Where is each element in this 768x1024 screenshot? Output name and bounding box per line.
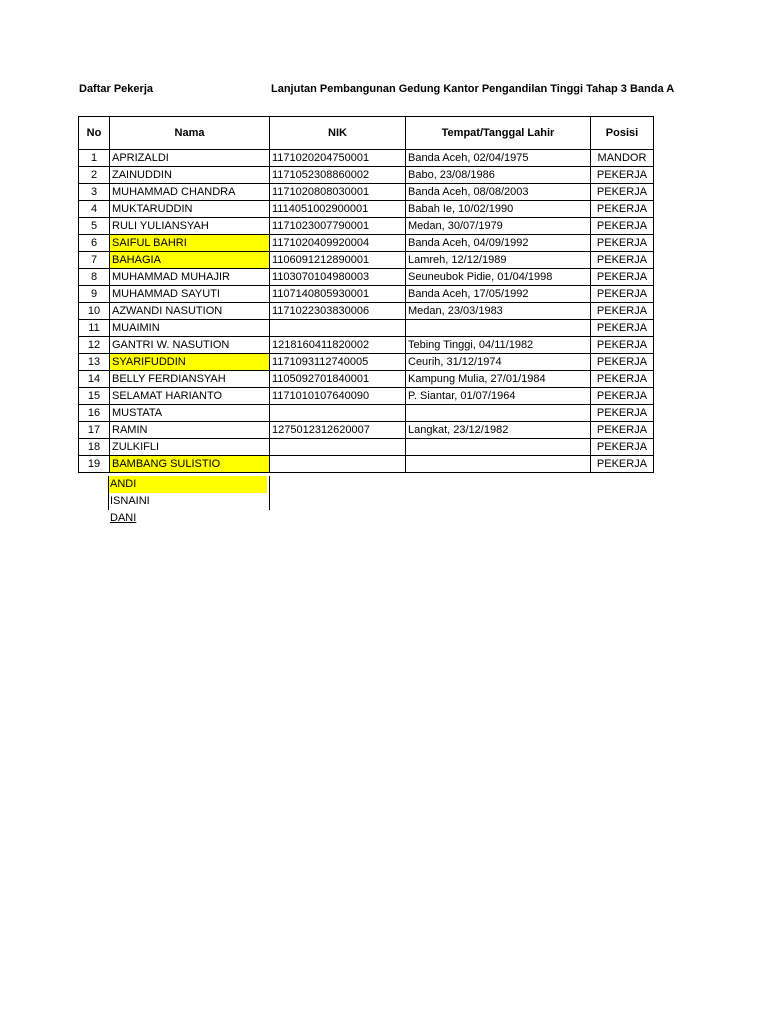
cell-nama[interactable]: BAMBANG SULISTIO xyxy=(110,456,270,473)
cell-nik[interactable]: 1171020409920004 xyxy=(270,235,406,252)
cell-nik[interactable]: 1114051002900001 xyxy=(270,201,406,218)
cell-nama[interactable]: MUKTARUDDIN xyxy=(110,201,270,218)
cell-nama[interactable]: ZAINUDDIN xyxy=(110,167,270,184)
cell-posisi[interactable]: PEKERJA xyxy=(591,269,654,286)
cell-nik[interactable] xyxy=(270,320,406,337)
cell-no[interactable]: 8 xyxy=(79,269,110,286)
cell-nik[interactable]: 1171020808030001 xyxy=(270,184,406,201)
cell-no[interactable]: 2 xyxy=(79,167,110,184)
cell-posisi[interactable]: PEKERJA xyxy=(591,456,654,473)
cell-no[interactable]: 1 xyxy=(79,150,110,167)
cell-ttl[interactable]: Lamreh, 12/12/1989 xyxy=(406,252,591,269)
cell-nik[interactable] xyxy=(270,456,406,473)
cell-nama[interactable]: BELLY FERDIANSYAH xyxy=(110,371,270,388)
cell-posisi[interactable]: PEKERJA xyxy=(591,286,654,303)
cell-no[interactable]: 13 xyxy=(79,354,110,371)
cell-posisi[interactable]: MANDOR xyxy=(591,150,654,167)
cell-posisi[interactable]: PEKERJA xyxy=(591,320,654,337)
cell-nama[interactable]: SYARIFUDDIN xyxy=(110,354,270,371)
cell-ttl[interactable]: Langkat, 23/12/1982 xyxy=(406,422,591,439)
cell-nik[interactable]: 1106091212890001 xyxy=(270,252,406,269)
table-row xyxy=(79,371,654,388)
cell-ttl[interactable]: Banda Aceh, 08/08/2003 xyxy=(406,184,591,201)
cell-nik[interactable]: 1275012312620007 xyxy=(270,422,406,439)
cell-ttl[interactable] xyxy=(406,456,591,473)
extra-left-border xyxy=(108,476,109,510)
cell-posisi[interactable]: PEKERJA xyxy=(591,184,654,201)
cell-nik[interactable]: 1105092701840001 xyxy=(270,371,406,388)
table-row xyxy=(79,167,654,184)
cell-no[interactable]: 15 xyxy=(79,388,110,405)
cell-no[interactable]: 3 xyxy=(79,184,110,201)
cell-nik[interactable]: 1171023007790001 xyxy=(270,218,406,235)
cell-nik[interactable]: 1107140805930001 xyxy=(270,286,406,303)
cell-posisi[interactable]: PEKERJA xyxy=(591,218,654,235)
cell-no[interactable]: 6 xyxy=(79,235,110,252)
table-row xyxy=(79,286,654,303)
cell-no[interactable]: 18 xyxy=(79,439,110,456)
cell-nama[interactable]: ZULKIFLI xyxy=(110,439,270,456)
table-row xyxy=(79,422,654,439)
table-row xyxy=(79,218,654,235)
cell-ttl[interactable]: Ceurih, 31/12/1974 xyxy=(406,354,591,371)
cell-posisi[interactable]: PEKERJA xyxy=(591,337,654,354)
table-header-row xyxy=(79,117,654,150)
cell-no[interactable]: 7 xyxy=(79,252,110,269)
cell-no[interactable]: 19 xyxy=(79,456,110,473)
extra-name-dani[interactable]: DANI xyxy=(110,512,137,524)
cell-nama[interactable]: RAMIN xyxy=(110,422,270,439)
cell-ttl[interactable]: Kampung Mulia, 27/01/1984 xyxy=(406,371,591,388)
column-header-posisi[interactable]: Posisi xyxy=(591,117,654,150)
table-row xyxy=(79,456,654,473)
table-row xyxy=(79,337,654,354)
project-title: Lanjutan Pembangunan Gedung Kantor Pengandilan Tinggi Tahap 3 Banda A xyxy=(271,83,675,95)
cell-ttl[interactable]: Tebing Tinggi, 04/11/1982 xyxy=(406,337,591,354)
table-row xyxy=(79,235,654,252)
cell-nama[interactable]: MUHAMMAD SAYUTI xyxy=(110,286,270,303)
cell-nama[interactable]: BAHAGIA xyxy=(110,252,270,269)
table-row xyxy=(79,303,654,320)
cell-nama[interactable]: MUHAMMAD MUHAJIR xyxy=(110,269,270,286)
table-row xyxy=(79,184,654,201)
cell-no[interactable]: 9 xyxy=(79,286,110,303)
cell-posisi[interactable]: PEKERJA xyxy=(591,303,654,320)
table-row xyxy=(79,252,654,269)
cell-ttl[interactable]: Banda Aceh, 17/05/1992 xyxy=(406,286,591,303)
cell-nik[interactable]: 1103070104980003 xyxy=(270,269,406,286)
table-row xyxy=(79,354,654,371)
cell-posisi[interactable]: PEKERJA xyxy=(591,405,654,422)
cell-ttl[interactable]: P. Siantar, 01/07/1964 xyxy=(406,388,591,405)
table-row xyxy=(79,320,654,337)
cell-nama[interactable]: SAIFUL BAHRI xyxy=(110,235,270,252)
worker-table xyxy=(78,116,654,473)
cell-no[interactable]: 16 xyxy=(79,405,110,422)
cell-nik[interactable] xyxy=(270,405,406,422)
cell-posisi[interactable]: PEKERJA xyxy=(591,201,654,218)
cell-ttl[interactable]: Banda Aceh, 04/09/1992 xyxy=(406,235,591,252)
cell-ttl[interactable]: Medan, 23/03/1983 xyxy=(406,303,591,320)
cell-nik[interactable] xyxy=(270,439,406,456)
cell-posisi[interactable]: PEKERJA xyxy=(591,371,654,388)
cell-nama[interactable]: MUAIMIN xyxy=(110,320,270,337)
cell-ttl[interactable] xyxy=(406,320,591,337)
cell-nama[interactable]: APRIZALDI xyxy=(110,150,270,167)
cell-nik[interactable]: 1171093112740005 xyxy=(270,354,406,371)
cell-nik[interactable]: 1171010107640090 xyxy=(270,388,406,405)
cell-nama[interactable]: MUSTATA xyxy=(110,405,270,422)
cell-posisi[interactable]: PEKERJA xyxy=(591,235,654,252)
cell-posisi[interactable]: PEKERJA xyxy=(591,388,654,405)
column-header-nik[interactable]: NIK xyxy=(270,117,406,150)
column-header-ttl[interactable]: Tempat/Tanggal Lahir xyxy=(406,117,591,150)
table-row xyxy=(79,388,654,405)
table-body xyxy=(79,150,654,473)
cell-nama[interactable]: SELAMAT HARIANTO xyxy=(110,388,270,405)
cell-ttl[interactable]: Banda Aceh, 02/04/1975 xyxy=(406,150,591,167)
cell-posisi[interactable]: PEKERJA xyxy=(591,167,654,184)
extra-right-border xyxy=(269,476,270,510)
cell-no[interactable]: 4 xyxy=(79,201,110,218)
cell-ttl[interactable] xyxy=(406,405,591,422)
cell-posisi[interactable]: PEKERJA xyxy=(591,439,654,456)
cell-no[interactable]: 5 xyxy=(79,218,110,235)
cell-nama[interactable]: MUHAMMAD CHANDRA xyxy=(110,184,270,201)
cell-posisi[interactable]: PEKERJA xyxy=(591,354,654,371)
cell-nik[interactable]: 1171052308860002 xyxy=(270,167,406,184)
cell-no[interactable]: 11 xyxy=(79,320,110,337)
cell-posisi[interactable]: PEKERJA xyxy=(591,422,654,439)
cell-ttl[interactable] xyxy=(406,439,591,456)
cell-nik[interactable]: 1218160411820002 xyxy=(270,337,406,354)
column-header-no[interactable]: No xyxy=(79,117,110,150)
cell-ttl[interactable]: Babo, 23/08/1986 xyxy=(406,167,591,184)
cell-ttl[interactable]: Babah Ie, 10/02/1990 xyxy=(406,201,591,218)
cell-nama[interactable]: GANTRI W. NASUTION xyxy=(110,337,270,354)
cell-no[interactable]: 14 xyxy=(79,371,110,388)
extra-name-andi[interactable]: ANDI xyxy=(108,476,267,493)
extra-name-isnaini[interactable]: ISNAINI xyxy=(110,495,150,507)
list-title: Daftar Pekerja xyxy=(79,83,153,95)
column-header-nama[interactable]: Nama xyxy=(110,117,270,150)
cell-nik[interactable]: 1171022303830006 xyxy=(270,303,406,320)
cell-nama[interactable]: AZWANDI NASUTION xyxy=(110,303,270,320)
table-row xyxy=(79,269,654,286)
cell-posisi[interactable]: PEKERJA xyxy=(591,252,654,269)
table-row xyxy=(79,439,654,456)
cell-nama[interactable]: RULI YULIANSYAH xyxy=(110,218,270,235)
cell-no[interactable]: 10 xyxy=(79,303,110,320)
table-row xyxy=(79,150,654,167)
cell-no[interactable]: 12 xyxy=(79,337,110,354)
cell-no[interactable]: 17 xyxy=(79,422,110,439)
cell-nik[interactable]: 1171020204750001 xyxy=(270,150,406,167)
cell-ttl[interactable]: Seuneubok Pidie, 01/04/1998 xyxy=(406,269,591,286)
table-row xyxy=(79,405,654,422)
cell-ttl[interactable]: Medan, 30/07/1979 xyxy=(406,218,591,235)
table-row xyxy=(79,201,654,218)
